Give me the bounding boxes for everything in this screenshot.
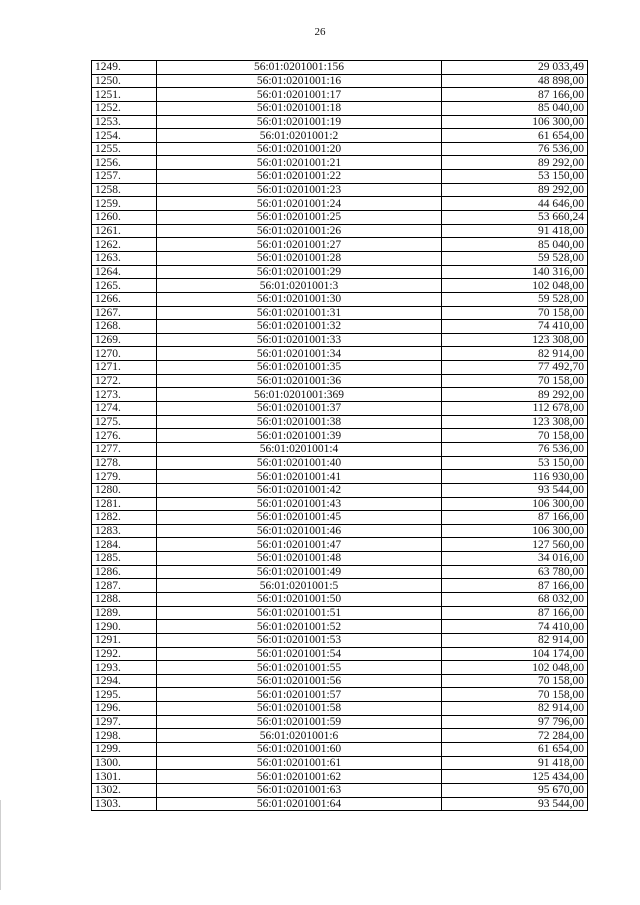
cadastral-value-cell: 82 914,00 (442, 633, 588, 647)
cadastral-number-cell: 56:01:0201001:27 (157, 238, 442, 252)
cadastral-number-cell: 56:01:0201001:33 (157, 333, 442, 347)
table-row (92, 115, 588, 129)
table-row (92, 251, 588, 265)
table-row (92, 211, 588, 225)
table-row (92, 88, 588, 102)
row-number-cell: 1284. (92, 538, 157, 552)
cadastral-value-cell: 53 660,24 (442, 211, 588, 225)
cadastral-number-cell: 56:01:0201001:32 (157, 320, 442, 334)
cadastral-number-cell: 56:01:0201001:23 (157, 183, 442, 197)
cadastral-value-cell: 74 410,00 (442, 320, 588, 334)
row-number-cell: 1275. (92, 415, 157, 429)
cadastral-number-cell: 56:01:0201001:31 (157, 306, 442, 320)
row-number-cell: 1290. (92, 620, 157, 634)
row-number-cell: 1271. (92, 361, 157, 375)
cadastral-value-cell: 77 492,70 (442, 361, 588, 375)
row-number-cell: 1264. (92, 265, 157, 279)
cadastral-value-cell: 70 158,00 (442, 306, 588, 320)
table-row (92, 388, 588, 402)
cadastral-value-cell: 91 418,00 (442, 756, 588, 770)
cadastral-number-cell: 56:01:0201001:16 (157, 74, 442, 88)
row-number-cell: 1295. (92, 688, 157, 702)
row-number-cell: 1274. (92, 402, 157, 416)
table-row (92, 770, 588, 784)
cadastral-value-cell: 102 048,00 (442, 661, 588, 675)
table-row (92, 688, 588, 702)
cadastral-number-cell: 56:01:0201001:61 (157, 756, 442, 770)
cadastral-number-cell: 56:01:0201001:35 (157, 361, 442, 375)
cadastral-value-cell: 87 166,00 (442, 88, 588, 102)
row-number-cell: 1296. (92, 702, 157, 716)
table-row (92, 347, 588, 361)
cadastral-number-cell: 56:01:0201001:4 (157, 442, 442, 456)
cadastral-number-cell: 56:01:0201001:42 (157, 483, 442, 497)
row-number-cell: 1276. (92, 429, 157, 443)
cadastral-number-cell: 56:01:0201001:25 (157, 211, 442, 225)
cadastral-number-cell: 56:01:0201001:57 (157, 688, 442, 702)
cadastral-number-cell: 56:01:0201001:49 (157, 565, 442, 579)
table-row (92, 442, 588, 456)
table-row (92, 402, 588, 416)
cadastral-number-cell: 56:01:0201001:19 (157, 115, 442, 129)
cadastral-value-cell: 70 158,00 (442, 674, 588, 688)
cadastral-value-cell: 106 300,00 (442, 524, 588, 538)
cadastral-value-cell: 104 174,00 (442, 647, 588, 661)
cadastral-number-cell: 56:01:0201001:36 (157, 374, 442, 388)
cadastral-value-cell: 44 646,00 (442, 197, 588, 211)
row-number-cell: 1255. (92, 142, 157, 156)
row-number-cell: 1252. (92, 101, 157, 115)
table-row (92, 61, 588, 75)
row-number-cell: 1279. (92, 470, 157, 484)
table-row (92, 511, 588, 525)
cadastral-value-cell: 106 300,00 (442, 497, 588, 511)
row-number-cell: 1287. (92, 579, 157, 593)
cadastral-value-cell: 61 654,00 (442, 743, 588, 757)
cadastral-number-cell: 56:01:0201001:156 (157, 61, 442, 75)
cadastral-value-cell: 59 528,00 (442, 251, 588, 265)
cadastral-number-cell: 56:01:0201001:20 (157, 142, 442, 156)
cadastral-value-cell: 48 898,00 (442, 74, 588, 88)
cadastral-value-cell: 89 292,00 (442, 156, 588, 170)
table-row (92, 74, 588, 88)
cadastral-value-cell: 85 040,00 (442, 238, 588, 252)
cadastral-value-cell: 63 780,00 (442, 565, 588, 579)
table-row (92, 142, 588, 156)
cadastral-number-cell: 56:01:0201001:51 (157, 606, 442, 620)
cadastral-value-cell: 53 150,00 (442, 456, 588, 470)
cadastral-number-cell: 56:01:0201001:45 (157, 511, 442, 525)
row-number-cell: 1280. (92, 483, 157, 497)
cadastral-number-cell: 56:01:0201001:3 (157, 279, 442, 293)
row-number-cell: 1297. (92, 715, 157, 729)
table-row (92, 456, 588, 470)
row-number-cell: 1285. (92, 552, 157, 566)
row-number-cell: 1286. (92, 565, 157, 579)
table-row (92, 156, 588, 170)
row-number-cell: 1268. (92, 320, 157, 334)
table-row (92, 238, 588, 252)
cadastral-value-cell: 76 536,00 (442, 442, 588, 456)
page-number: 26 (314, 26, 326, 38)
table-row (92, 497, 588, 511)
cadastral-value-cell: 125 434,00 (442, 770, 588, 784)
cadastral-value-cell: 91 418,00 (442, 224, 588, 238)
cadastral-value-cell: 76 536,00 (442, 142, 588, 156)
cadastral-number-cell: 56:01:0201001:56 (157, 674, 442, 688)
table-row (92, 415, 588, 429)
cadastral-value-cell: 97 796,00 (442, 715, 588, 729)
row-number-cell: 1258. (92, 183, 157, 197)
table-row (92, 729, 588, 743)
row-number-cell: 1303. (92, 797, 157, 811)
table-row (92, 224, 588, 238)
cadastral-number-cell: 56:01:0201001:50 (157, 592, 442, 606)
row-number-cell: 1292. (92, 647, 157, 661)
cadastral-value-cell: 85 040,00 (442, 101, 588, 115)
cadastral-value-cell: 72 284,00 (442, 729, 588, 743)
table-row (92, 361, 588, 375)
row-number-cell: 1278. (92, 456, 157, 470)
table-row (92, 197, 588, 211)
cadastral-value-cell: 70 158,00 (442, 688, 588, 702)
cadastral-value-cell: 93 544,00 (442, 483, 588, 497)
cadastral-number-cell: 56:01:0201001:29 (157, 265, 442, 279)
table-row (92, 592, 588, 606)
cadastral-value-cell: 102 048,00 (442, 279, 588, 293)
cadastral-number-cell: 56:01:0201001:48 (157, 552, 442, 566)
cadastral-number-cell: 56:01:0201001:47 (157, 538, 442, 552)
row-number-cell: 1261. (92, 224, 157, 238)
cadastral-value-cell: 59 528,00 (442, 292, 588, 306)
table-row (92, 756, 588, 770)
row-number-cell: 1270. (92, 347, 157, 361)
row-number-cell: 1265. (92, 279, 157, 293)
table-row (92, 565, 588, 579)
cadastral-number-cell: 56:01:0201001:21 (157, 156, 442, 170)
table-row (92, 797, 588, 811)
table-body (92, 61, 588, 811)
cadastral-value-cell: 70 158,00 (442, 374, 588, 388)
row-number-cell: 1288. (92, 592, 157, 606)
cadastral-number-cell: 56:01:0201001:54 (157, 647, 442, 661)
cadastral-number-cell: 56:01:0201001:59 (157, 715, 442, 729)
table-row (92, 129, 588, 143)
cadastral-number-cell: 56:01:0201001:38 (157, 415, 442, 429)
table-row (92, 702, 588, 716)
cadastral-number-cell: 56:01:0201001:26 (157, 224, 442, 238)
cadastral-number-cell: 56:01:0201001:40 (157, 456, 442, 470)
cadastral-number-cell: 56:01:0201001:43 (157, 497, 442, 511)
cadastral-number-cell: 56:01:0201001:2 (157, 129, 442, 143)
cadastral-value-cell: 68 032,00 (442, 592, 588, 606)
table-row (92, 552, 588, 566)
cadastral-value-cell: 82 914,00 (442, 347, 588, 361)
table-row (92, 470, 588, 484)
cadastral-number-cell: 56:01:0201001:64 (157, 797, 442, 811)
row-number-cell: 1263. (92, 251, 157, 265)
cadastral-value-cell: 89 292,00 (442, 388, 588, 402)
cadastral-number-cell: 56:01:0201001:17 (157, 88, 442, 102)
row-number-cell: 1273. (92, 388, 157, 402)
cadastral-number-cell: 56:01:0201001:52 (157, 620, 442, 634)
row-number-cell: 1249. (92, 61, 157, 75)
cadastral-number-cell: 56:01:0201001:58 (157, 702, 442, 716)
cadastral-value-table (91, 60, 588, 811)
row-number-cell: 1289. (92, 606, 157, 620)
row-number-cell: 1250. (92, 74, 157, 88)
cadastral-value-cell: 87 166,00 (442, 606, 588, 620)
table-row (92, 170, 588, 184)
cadastral-number-cell: 56:01:0201001:39 (157, 429, 442, 443)
cadastral-value-cell: 61 654,00 (442, 129, 588, 143)
cadastral-value-cell: 95 670,00 (442, 783, 588, 797)
row-number-cell: 1300. (92, 756, 157, 770)
cadastral-number-cell: 56:01:0201001:34 (157, 347, 442, 361)
cadastral-value-cell: 82 914,00 (442, 702, 588, 716)
cadastral-number-cell: 56:01:0201001:46 (157, 524, 442, 538)
cadastral-number-cell: 56:01:0201001:5 (157, 579, 442, 593)
row-number-cell: 1257. (92, 170, 157, 184)
cadastral-number-cell: 56:01:0201001:63 (157, 783, 442, 797)
table-row (92, 715, 588, 729)
table-row (92, 265, 588, 279)
table-row (92, 661, 588, 675)
table-row (92, 483, 588, 497)
table-row (92, 320, 588, 334)
cadastral-value-cell: 89 292,00 (442, 183, 588, 197)
cadastral-number-cell: 56:01:0201001:18 (157, 101, 442, 115)
cadastral-number-cell: 56:01:0201001:41 (157, 470, 442, 484)
table-row (92, 620, 588, 634)
cadastral-value-cell: 74 410,00 (442, 620, 588, 634)
table-row (92, 538, 588, 552)
cadastral-number-cell: 56:01:0201001:60 (157, 743, 442, 757)
table-row (92, 783, 588, 797)
row-number-cell: 1259. (92, 197, 157, 211)
cadastral-value-cell: 53 150,00 (442, 170, 588, 184)
row-number-cell: 1262. (92, 238, 157, 252)
row-number-cell: 1269. (92, 333, 157, 347)
table-row (92, 633, 588, 647)
row-number-cell: 1256. (92, 156, 157, 170)
table-row (92, 743, 588, 757)
table-row (92, 606, 588, 620)
cadastral-number-cell: 56:01:0201001:6 (157, 729, 442, 743)
cadastral-value-cell: 140 316,00 (442, 265, 588, 279)
row-number-cell: 1251. (92, 88, 157, 102)
cadastral-number-cell: 56:01:0201001:37 (157, 402, 442, 416)
table-row (92, 183, 588, 197)
scan-edge-mark (0, 800, 1, 890)
cadastral-value-cell: 87 166,00 (442, 579, 588, 593)
cadastral-number-cell: 56:01:0201001:24 (157, 197, 442, 211)
cadastral-value-cell: 106 300,00 (442, 115, 588, 129)
row-number-cell: 1291. (92, 633, 157, 647)
cadastral-value-cell: 127 560,00 (442, 538, 588, 552)
row-number-cell: 1301. (92, 770, 157, 784)
table-row (92, 429, 588, 443)
cadastral-number-cell: 56:01:0201001:22 (157, 170, 442, 184)
table-row (92, 101, 588, 115)
table-row (92, 306, 588, 320)
row-number-cell: 1272. (92, 374, 157, 388)
row-number-cell: 1260. (92, 211, 157, 225)
cadastral-number-cell: 56:01:0201001:369 (157, 388, 442, 402)
table-row (92, 647, 588, 661)
cadastral-number-cell: 56:01:0201001:55 (157, 661, 442, 675)
row-number-cell: 1253. (92, 115, 157, 129)
table-row (92, 524, 588, 538)
cadastral-value-cell: 93 544,00 (442, 797, 588, 811)
cadastral-number-cell: 56:01:0201001:53 (157, 633, 442, 647)
row-number-cell: 1266. (92, 292, 157, 306)
row-number-cell: 1298. (92, 729, 157, 743)
cadastral-value-cell: 123 308,00 (442, 415, 588, 429)
cadastral-number-cell: 56:01:0201001:28 (157, 251, 442, 265)
row-number-cell: 1283. (92, 524, 157, 538)
row-number-cell: 1302. (92, 783, 157, 797)
cadastral-number-cell: 56:01:0201001:30 (157, 292, 442, 306)
cadastral-number-cell: 56:01:0201001:62 (157, 770, 442, 784)
cadastral-value-cell: 87 166,00 (442, 511, 588, 525)
row-number-cell: 1294. (92, 674, 157, 688)
row-number-cell: 1254. (92, 129, 157, 143)
cadastral-value-cell: 123 308,00 (442, 333, 588, 347)
cadastral-value-cell: 112 678,00 (442, 402, 588, 416)
cadastral-value-cell: 34 016,00 (442, 552, 588, 566)
cadastral-value-cell: 116 930,00 (442, 470, 588, 484)
table-row (92, 579, 588, 593)
row-number-cell: 1299. (92, 743, 157, 757)
row-number-cell: 1267. (92, 306, 157, 320)
cadastral-value-cell: 70 158,00 (442, 429, 588, 443)
table-row (92, 674, 588, 688)
cadastral-value-cell: 29 033,49 (442, 61, 588, 75)
row-number-cell: 1282. (92, 511, 157, 525)
table-row (92, 374, 588, 388)
row-number-cell: 1277. (92, 442, 157, 456)
table-row (92, 333, 588, 347)
table-row (92, 279, 588, 293)
row-number-cell: 1281. (92, 497, 157, 511)
row-number-cell: 1293. (92, 661, 157, 675)
table-row (92, 292, 588, 306)
